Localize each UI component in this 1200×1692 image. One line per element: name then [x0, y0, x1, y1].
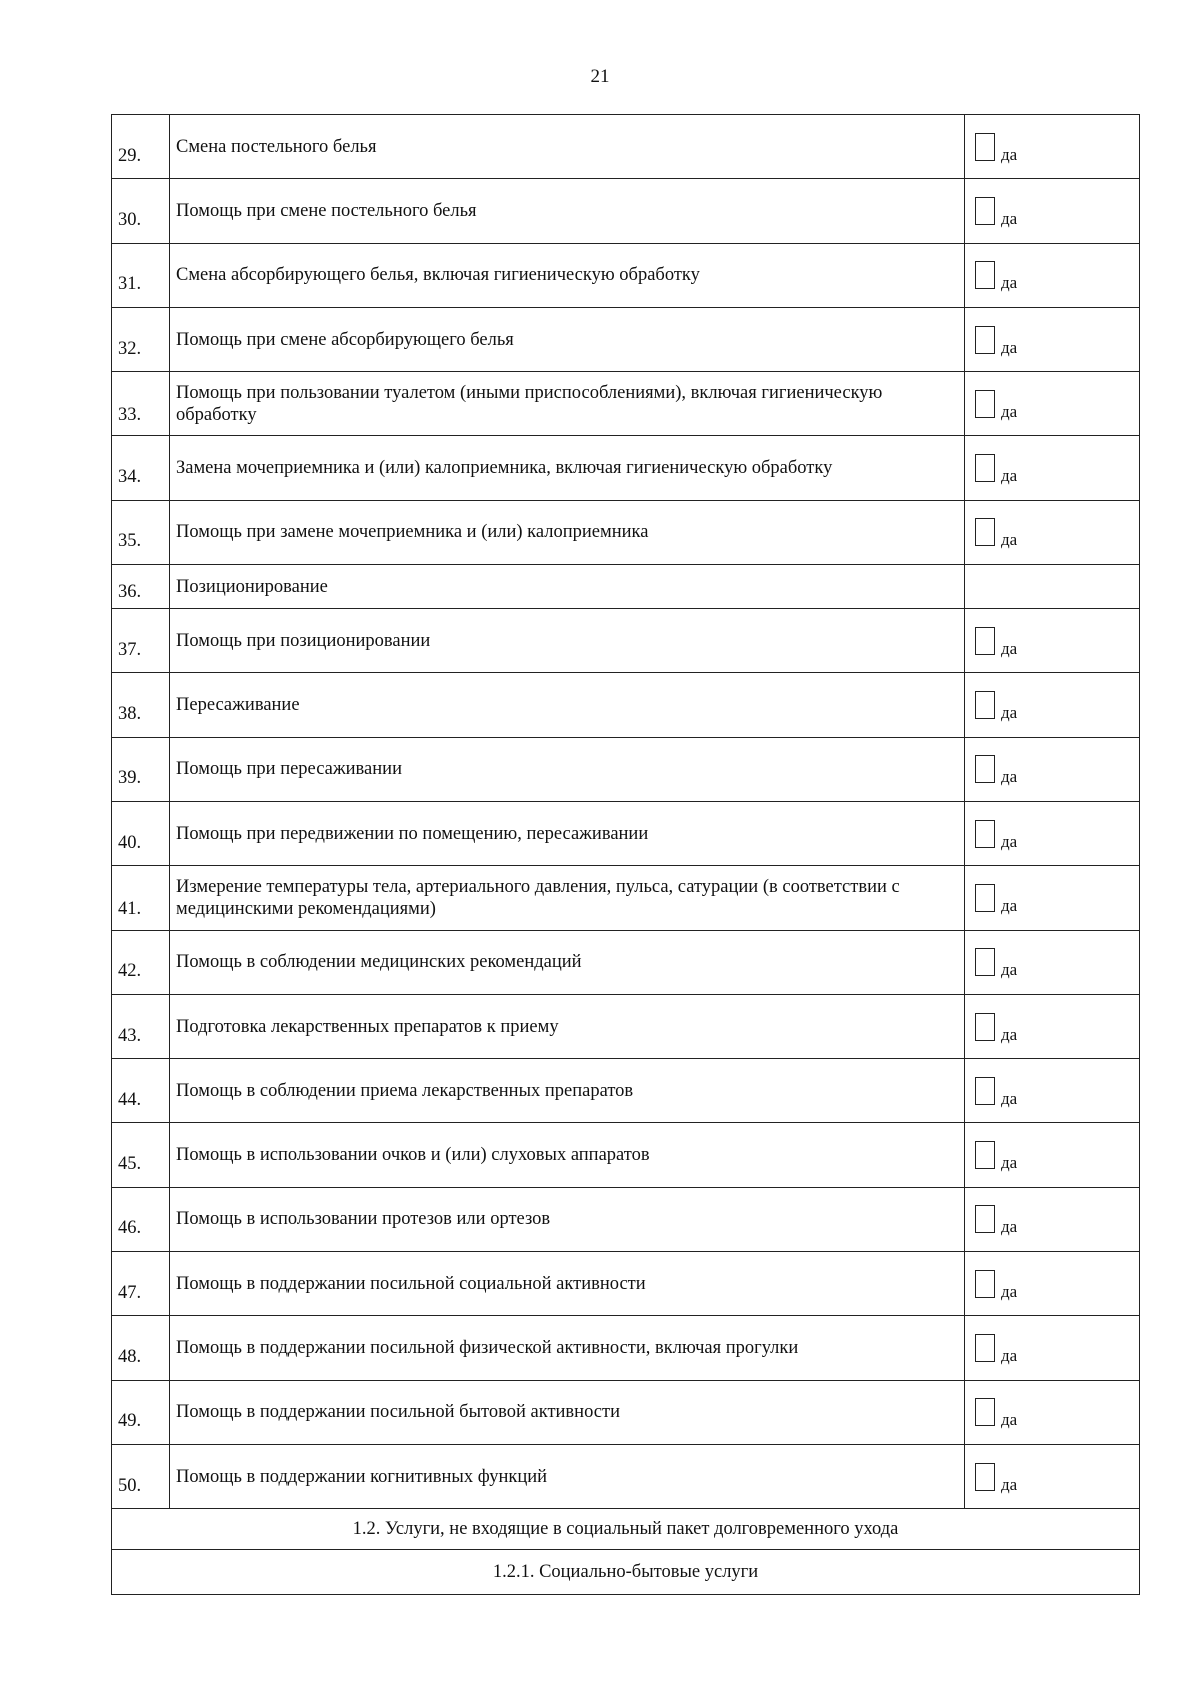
row-number: 31.: [112, 243, 170, 307]
checkbox[interactable]: [975, 1398, 995, 1426]
row-check-cell: [965, 866, 1140, 930]
checkbox-label: да: [1001, 466, 1018, 486]
table-row: [112, 436, 1140, 500]
checkbox[interactable]: [975, 518, 995, 546]
row-check-cell: [965, 1316, 1140, 1380]
row-number: 33.: [112, 372, 170, 436]
checkbox[interactable]: [975, 1463, 995, 1491]
checkbox[interactable]: [975, 326, 995, 354]
row-number: 47.: [112, 1252, 170, 1316]
checkbox[interactable]: [975, 1205, 995, 1233]
table-row: [112, 243, 1140, 307]
row-number: 34.: [112, 436, 170, 500]
checkbox-label: да: [1001, 895, 1018, 915]
row-check-cell-empty: [965, 565, 1140, 609]
row-check-cell: [965, 673, 1140, 737]
row-number: 39.: [112, 737, 170, 801]
row-number: 35.: [112, 500, 170, 564]
row-service: Помощь при смене постельного белья: [170, 179, 965, 243]
checkbox-label: да: [1001, 703, 1018, 723]
row-number: 48.: [112, 1316, 170, 1380]
table-row: [112, 609, 1140, 673]
table-row: [112, 1059, 1140, 1123]
table-row: [112, 673, 1140, 737]
table-row: [112, 115, 1140, 179]
row-number: 29.: [112, 115, 170, 179]
checkbox[interactable]: [975, 390, 995, 418]
checkbox[interactable]: [975, 948, 995, 976]
checkbox[interactable]: [975, 1077, 995, 1105]
page-number: 21: [590, 66, 610, 87]
checkbox[interactable]: [975, 820, 995, 848]
row-service: Помощь в поддержании когнитивных функций: [170, 1444, 965, 1508]
checkbox-label: да: [1001, 1345, 1018, 1365]
row-service: Помощь в использовании очков и (или) слуховых аппаратов: [170, 1123, 965, 1187]
row-number: 50.: [112, 1444, 170, 1508]
row-service: Помощь при пользовании туалетом (иными приспособлениями), включая гигиеническую обработку: [170, 372, 965, 436]
row-check-cell: [965, 179, 1140, 243]
row-number: 43.: [112, 994, 170, 1058]
row-check-cell: [965, 1380, 1140, 1444]
table-row: [112, 1252, 1140, 1316]
checkbox[interactable]: [975, 884, 995, 912]
row-service: Помощь при пересаживании: [170, 737, 965, 801]
checkbox-label: да: [1001, 960, 1018, 980]
checkbox[interactable]: [975, 454, 995, 482]
row-service: Измерение температуры тела, артериального давления, пульса, сатурации (в соответствии с медицинскими рекомендациями): [170, 866, 965, 930]
row-number: 32.: [112, 307, 170, 371]
checkbox-label: да: [1001, 1410, 1018, 1430]
table-row: [112, 500, 1140, 564]
table-row: [112, 1187, 1140, 1251]
checkbox-label: да: [1001, 831, 1018, 851]
table-row: [112, 372, 1140, 436]
row-check-cell: [965, 609, 1140, 673]
row-service: Подготовка лекарственных препаратов к приему: [170, 994, 965, 1058]
checkbox-label: да: [1001, 1474, 1018, 1494]
row-check-cell: [965, 1059, 1140, 1123]
row-number: 36.: [112, 565, 170, 609]
row-service: Замена мочеприемника и (или) калоприемника, включая гигиеническую обработку: [170, 436, 965, 500]
checkbox[interactable]: [975, 1141, 995, 1169]
checkbox[interactable]: [975, 627, 995, 655]
row-number: 42.: [112, 930, 170, 994]
table-row: [112, 1316, 1140, 1380]
table-row: [112, 801, 1140, 865]
row-service: Помощь при замене мочеприемника и (или) калоприемника: [170, 500, 965, 564]
checkbox[interactable]: [975, 261, 995, 289]
row-check-cell: [965, 1187, 1140, 1251]
checkbox[interactable]: [975, 133, 995, 161]
checkbox-label: да: [1001, 530, 1018, 550]
row-check-cell: [965, 243, 1140, 307]
row-number: 38.: [112, 673, 170, 737]
table-row: [112, 737, 1140, 801]
row-service: Смена постельного белья: [170, 115, 965, 179]
row-service: Помощь при передвижении по помещению, пересаживании: [170, 801, 965, 865]
row-check-cell: [965, 500, 1140, 564]
section-header-row: [112, 1509, 1140, 1550]
row-number: 45.: [112, 1123, 170, 1187]
checkbox-label: да: [1001, 273, 1018, 293]
row-check-cell: [965, 801, 1140, 865]
checkbox[interactable]: [975, 197, 995, 225]
row-service: Помощь в поддержании посильной социальной активности: [170, 1252, 965, 1316]
checkbox-label: да: [1001, 1281, 1018, 1301]
row-service: Пересаживание: [170, 673, 965, 737]
row-service: Помощь в поддержании посильной физической активности, включая прогулки: [170, 1316, 965, 1380]
checkbox-label: да: [1001, 1088, 1018, 1108]
checkbox-label: да: [1001, 144, 1018, 164]
checkbox-label: да: [1001, 208, 1018, 228]
checkbox-label: да: [1001, 767, 1018, 787]
subsection-title: 1.2.1. Социально-бытовые услуги: [112, 1550, 1140, 1595]
row-service: Помощь при позиционировании: [170, 609, 965, 673]
row-service: Помощь в использовании протезов или ортезов: [170, 1187, 965, 1251]
row-check-cell: [965, 115, 1140, 179]
row-check-cell: [965, 994, 1140, 1058]
checkbox[interactable]: [975, 691, 995, 719]
row-number: 49.: [112, 1380, 170, 1444]
checkbox-label: да: [1001, 1217, 1018, 1237]
table-row: [112, 179, 1140, 243]
row-service: Помощь в соблюдении медицинских рекомендаций: [170, 930, 965, 994]
table-row: [112, 565, 1140, 609]
checkbox[interactable]: [975, 1013, 995, 1041]
section-title: 1.2. Услуги, не входящие в социальный пакет долговременного ухода: [112, 1509, 1140, 1550]
row-number: 46.: [112, 1187, 170, 1251]
table-row: [112, 1380, 1140, 1444]
row-check-cell: [965, 1444, 1140, 1508]
checkbox-label: да: [1001, 1153, 1018, 1173]
row-check-cell: [965, 307, 1140, 371]
checkbox-label: да: [1001, 638, 1018, 658]
table-row: [112, 1123, 1140, 1187]
row-number: 40.: [112, 801, 170, 865]
row-number: 41.: [112, 866, 170, 930]
checkbox-label: да: [1001, 401, 1018, 421]
subsection-header-row: [112, 1550, 1140, 1595]
table-row: [112, 994, 1140, 1058]
table-row: [112, 866, 1140, 930]
row-service: Помощь при смене абсорбирующего белья: [170, 307, 965, 371]
checkbox-label: да: [1001, 1024, 1018, 1044]
row-service: Позиционирование: [170, 565, 965, 609]
row-check-cell: [965, 930, 1140, 994]
checkbox[interactable]: [975, 755, 995, 783]
services-table: [111, 114, 1140, 1595]
row-check-cell: [965, 372, 1140, 436]
row-check-cell: [965, 1123, 1140, 1187]
checkbox[interactable]: [975, 1334, 995, 1362]
table-row: [112, 307, 1140, 371]
row-number: 30.: [112, 179, 170, 243]
row-check-cell: [965, 737, 1140, 801]
row-number: 44.: [112, 1059, 170, 1123]
row-service: Помощь в поддержании посильной бытовой активности: [170, 1380, 965, 1444]
checkbox[interactable]: [975, 1270, 995, 1298]
row-service: Смена абсорбирующего белья, включая гигиеническую обработку: [170, 243, 965, 307]
row-check-cell: [965, 436, 1140, 500]
table-row: [112, 1444, 1140, 1508]
row-check-cell: [965, 1252, 1140, 1316]
row-number: 37.: [112, 609, 170, 673]
checkbox-label: да: [1001, 337, 1018, 357]
row-service: Помощь в соблюдении приема лекарственных препаратов: [170, 1059, 965, 1123]
table-row: [112, 930, 1140, 994]
